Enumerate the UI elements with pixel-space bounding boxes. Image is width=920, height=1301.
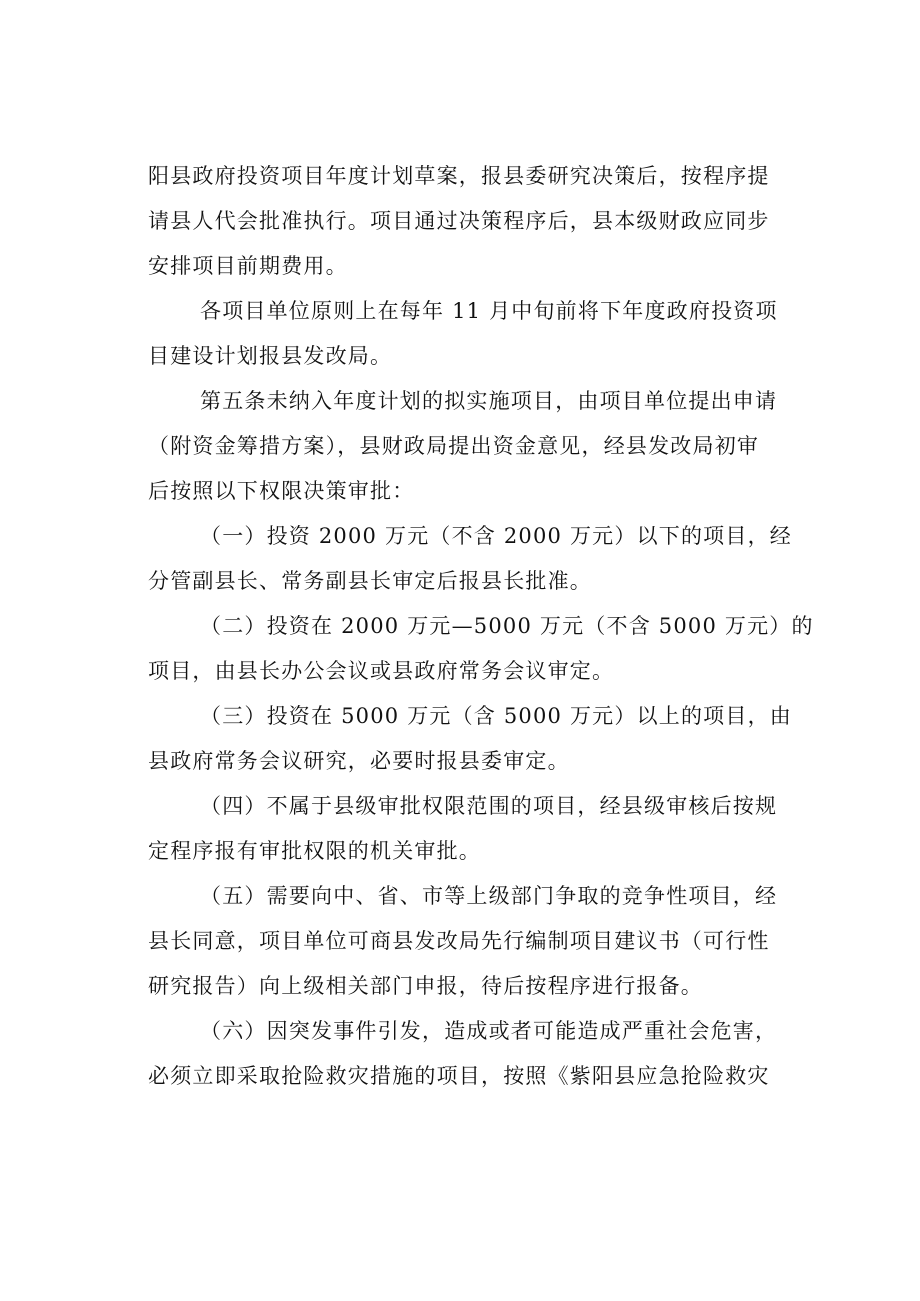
document-body <box>148 154 814 1099</box>
paragraph-1 <box>148 154 808 289</box>
paragraph-item-3 <box>148 694 808 784</box>
text-line: 县政府常务会议研究，必要时报县委审定。 <box>148 749 570 773</box>
text-line: （二）投资在 2000 万元—5000 万元（不含 5000 万元）的 <box>200 614 814 638</box>
text-line: 后按照以下权限决策审批： <box>148 479 415 503</box>
paragraph-article-5 <box>148 379 808 514</box>
text-line: 分管副县长、常务副县长审定后报县长批准。 <box>148 569 592 593</box>
paragraph-item-4 <box>148 784 808 874</box>
text-line: 第五条未纳入年度计划的拟实施项目，由项目单位提出申请 <box>200 389 778 413</box>
text-line: （四）不属于县级审批权限范围的项目，经县级审核后按规 <box>200 794 778 818</box>
paragraph-item-2 <box>148 604 814 694</box>
paragraph-item-6 <box>148 1009 808 1099</box>
paragraph-2 <box>148 289 808 379</box>
text-line: 请县人代会批准执行。项目通过决策程序后，县本级财政应同步 <box>148 209 770 233</box>
text-line: （三）投资在 5000 万元（含 5000 万元）以上的项目，由 <box>200 704 792 728</box>
text-line: 各项目单位原则上在每年 11 月中旬前将下年度政府投资项 <box>200 299 778 323</box>
text-line: 项目，由县长办公会议或县政府常务会议审定。 <box>148 659 615 683</box>
text-line: 研究报告）向上级相关部门申报，待后按程序进行报备。 <box>148 974 703 998</box>
text-line: （六）因突发事件引发，造成或者可能造成严重社会危害， <box>200 1019 778 1043</box>
text-line: 阳县政府投资项目年度计划草案，报县委研究决策后，按程序提 <box>148 164 770 188</box>
text-line: 定程序报有审批权限的机关审批。 <box>148 839 481 863</box>
text-line: （附资金筹措方案），县财政局提出资金意见，经县发改局初审 <box>148 434 760 458</box>
text-line: 必须立即采取抢险救灾措施的项目，按照《紫阳县应急抢险救灾 <box>148 1064 770 1088</box>
text-line: 目建设计划报县发改局。 <box>148 344 393 368</box>
text-line: 安排项目前期费用。 <box>148 254 348 278</box>
text-line: 县长同意，项目单位可商县发改局先行编制项目建议书（可行性 <box>148 929 770 953</box>
text-line: （五）需要向中、省、市等上级部门争取的竞争性项目，经 <box>200 884 778 908</box>
text-line: （一）投资 2000 万元（不含 2000 万元）以下的项目，经 <box>200 524 792 548</box>
paragraph-item-5 <box>148 874 808 1009</box>
paragraph-item-1 <box>148 514 808 604</box>
